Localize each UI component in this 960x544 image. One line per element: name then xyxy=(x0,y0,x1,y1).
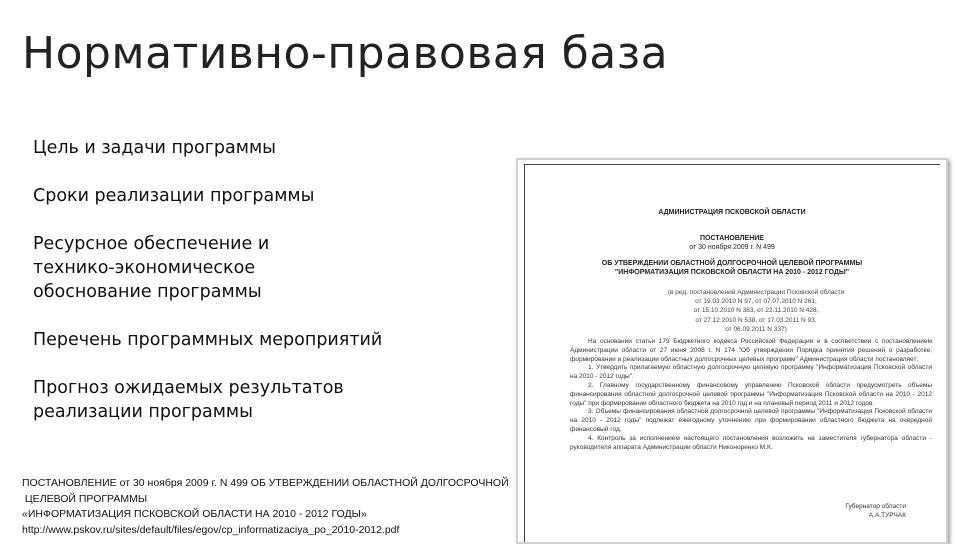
document-paragraph: 4. Контроль за исполнением настоящего постановления возложить на заместителя губернатора области - руководителя аппарата Администрации области Никоноренко М.К. xyxy=(570,434,932,451)
source-line: ПОСТАНОВЛЕНИЕ от 30 ноября 2009 г. N 499 ОБ УТВЕРЖДЕНИИ ОБЛАСТНОЙ ДОЛГОСРОЧНОЙ xyxy=(22,477,509,489)
topic-goal: Цель и задачи программы xyxy=(33,138,276,158)
document-subject-line: "ИНФОРМАТИЗАЦИЯ ПСКОВСКОЙ ОБЛАСТИ НА 2010 - 2012 ГОДЫ" xyxy=(614,269,850,276)
document-paragraph: На основании статьи 179 Бюджетного кодекса Российской Федерации и в соответствии с постановлением Администрации области от 27 июня 2008 г. N 174 "Об утверждении Порядка принятия решений о разработке, формировании и реализации областных долгосрочных целевых программ" Администрация области постановляет: xyxy=(570,338,932,363)
topics-list xyxy=(33,136,473,448)
source-line: «ИНФОРМАТИЗАЦИЯ ПСКОВСКОЙ ОБЛАСТИ НА 2010 - 2012 ГОДЫ» xyxy=(22,508,367,520)
signature-title: Губернатор области xyxy=(845,503,906,510)
signature-name: А.А.ТУРЧАК xyxy=(868,512,906,519)
document-subject-line: ОБ УТВЕРЖДЕНИИ ОБЛАСТНОЙ ДОЛГОСРОЧНОЙ ЦЕЛЕВОЙ ПРОГРАММЫ xyxy=(601,260,863,267)
document-date: от 30 ноября 2009 г. N 499 xyxy=(689,244,775,251)
amend-line: (в ред. постановлений Администрации Псковской области xyxy=(667,289,845,296)
topic-activities: Перечень программных мероприятий xyxy=(33,330,383,350)
document-scan xyxy=(516,158,948,544)
amend-line: от 27.12.2010 N 538, от 17.03.2011 N 93, xyxy=(695,316,817,324)
source-line: ЦЕЛЕВОЙ ПРОГРАММЫ xyxy=(22,492,148,505)
topic-forecast: Прогноз ожидаемых результатов реализации программы xyxy=(33,378,344,422)
topic-resources: Ресурсное обеспечение и технико-экономическое обоснование программы xyxy=(33,234,270,302)
document-body xyxy=(570,338,932,452)
document-paragraph: 2. Главному государственному финансовому управлению Псковской области предусмотреть объемы финансирования областной долгосрочной целевой программы "Информатизация Псковской области на 2010 - 2012 годы" при формировании областного бюджета на 2010 год и на плановый период 2011 и 2012 годов. xyxy=(570,381,932,407)
amend-line: от 06.09.2011 N 337) xyxy=(725,325,787,333)
document-org: АДМИНИСТРАЦИЯ ПСКОВСКОЙ ОБЛАСТИ xyxy=(658,209,806,216)
document-paragraph: 1. Утвердить прилагаемую областную долгосрочную целевую программу "Информатизация Псковской области на 2010 - 2012 годы". xyxy=(570,364,932,381)
document-subject xyxy=(538,259,926,277)
source-reference xyxy=(22,476,522,538)
amend-line: от 19.03.2010 N 97, от 07.07.2010 N 261, xyxy=(695,298,817,306)
amend-line: от 15.10.2010 N 383, от 22.11.2010 N 428, xyxy=(693,307,819,315)
document-signature xyxy=(845,502,906,520)
document-paragraph: 3. Объемы финансирования областной долгосрочной целевой программы "Информатизация Псковской области на 2010 - 2012 годы" подлежат ежегодному уточнению при формировании областного бюджета на очередной финансовый год. xyxy=(570,408,932,433)
topic-timeline: Сроки реализации программы xyxy=(33,186,315,206)
document-kind: ПОСТАНОВЛЕНИЕ xyxy=(700,235,764,242)
source-url[interactable]: http://www.pskov.ru/sites/default/files/egov/cp_informatizaciya_po_2010-2012.pdf xyxy=(22,523,400,536)
slide-title: Нормативно-правовая база xyxy=(22,28,669,79)
document-amendments xyxy=(646,288,866,334)
